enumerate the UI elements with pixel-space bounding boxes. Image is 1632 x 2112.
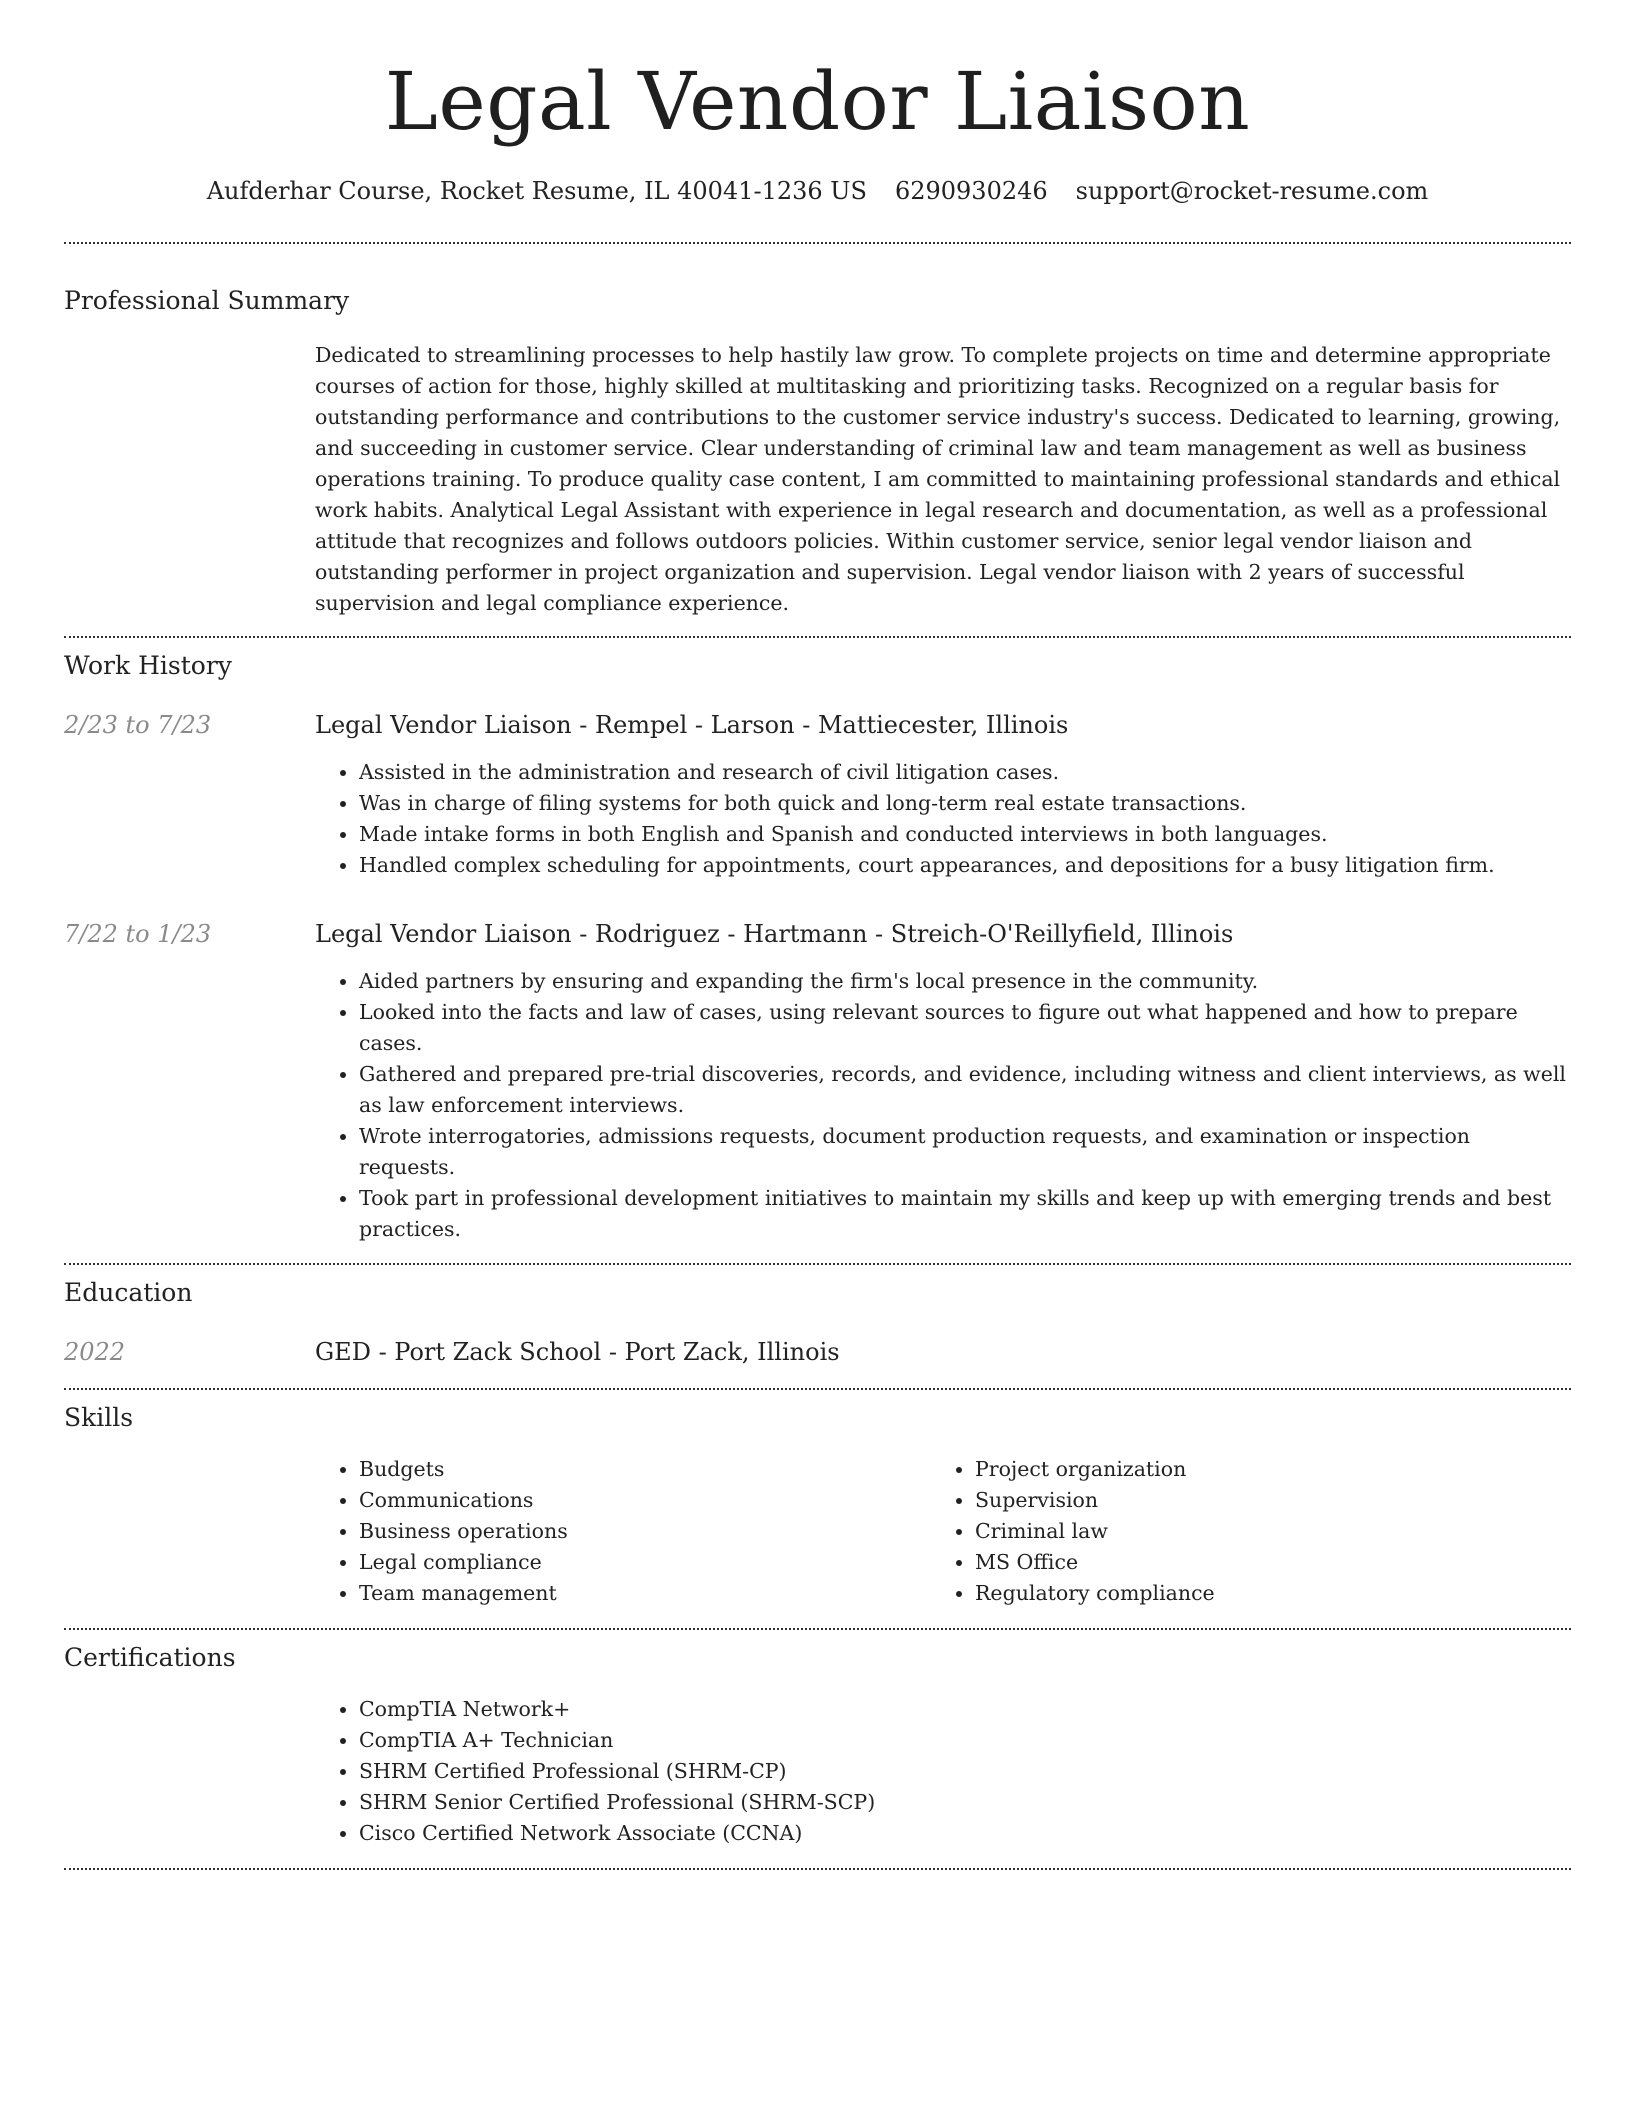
divider (64, 1628, 1571, 1630)
list-item: • Assisted in the administration and research of civil litigation cases. (359, 757, 1571, 788)
list-item: • Looked into the facts and law of cases, using relevant sources to figure out what happened and how to prepare cases. (359, 997, 1571, 1059)
work-history-section (64, 649, 1571, 1245)
list-item: • Communications (359, 1485, 931, 1516)
address: Aufderhar Course, Rocket Resume, IL 40041-1236 US (206, 177, 867, 205)
list-item: • Cisco Certified Network Associate (CCNA) (359, 1818, 1571, 1849)
list-item: • Aided partners by ensuring and expanding the firm's local presence in the community. (359, 966, 1571, 997)
list-item: • Handled complex scheduling for appointments, court appearances, and depositions for a busy litigation firm. (359, 850, 1571, 881)
job-dates: 2/23 to 7/23 (64, 711, 212, 739)
list-item: • Supervision (975, 1485, 1547, 1516)
job-entry (64, 708, 1571, 881)
job-heading: Legal Vendor Liaison - Rodriguez - Hartmann - Streich-O'Reillyfield, Illinois (315, 920, 1234, 948)
divider (64, 1868, 1571, 1870)
list-item: • Legal compliance (359, 1547, 931, 1578)
list-item: • Wrote interrogatories, admissions requests, document production requests, and examination or inspection requests. (359, 1121, 1571, 1183)
list-item: • Team management (359, 1578, 931, 1609)
summary-text: Dedicated to streamlining processes to help hastily law grow. To complete projects on time and determine appropriate courses of action for those, highly skilled at multitasking and prioritizing tasks. Recognized on a regular basis for outstanding performance and contributions to the customer service industry's success. Dedicated to learning, growing, and succeeding in customer service. Clear understanding of criminal law and team management as well as business operations training. To produce quality case content, I am committed to maintaining professional standards and ethical work habits. Analytical Legal Assistant with experience in legal research and documentation, as well as a professional attitude that recognizes and follows outdoors policies. Within customer service, senior legal vendor liaison and outstanding performer in project organization and supervision. Legal vendor liaison with 2 years of successful supervision and legal compliance experience. (315, 343, 1561, 615)
skills-list-right (931, 1454, 1547, 1609)
email: support@rocket-resume.com (1075, 177, 1429, 205)
list-item: • Gathered and prepared pre-trial discoveries, records, and evidence, including witness and client interviews, as well as law enforcement interviews. (359, 1059, 1571, 1121)
job-bullets (315, 757, 1571, 881)
divider (64, 242, 1571, 244)
summary-section (64, 284, 1571, 619)
candidate-name: Legal Vendor Liaison (384, 55, 1251, 148)
education-year: 2022 (64, 1338, 126, 1366)
divider (64, 636, 1571, 638)
job-bullets (315, 966, 1571, 1245)
list-item: • Took part in professional development initiatives to maintain my skills and keep up with emerging trends and best practices. (359, 1183, 1571, 1245)
list-item: • SHRM Senior Certified Professional (SHRM-SCP) (359, 1787, 1571, 1818)
list-item: • Was in charge of filing systems for both quick and long-term real estate transactions. (359, 788, 1571, 819)
education-heading: GED - Port Zack School - Port Zack, Illinois (315, 1338, 840, 1366)
list-item: • MS Office (975, 1547, 1547, 1578)
list-item: • Criminal law (975, 1516, 1547, 1547)
list-item: • Regulatory compliance (975, 1578, 1547, 1609)
job-heading: Legal Vendor Liaison - Rempel - Larson - Mattiecester, Illinois (315, 711, 1069, 739)
job-entry (64, 917, 1571, 1245)
list-item: • Business operations (359, 1516, 931, 1547)
skills-section (64, 1401, 1571, 1609)
skills-list-left (315, 1454, 931, 1609)
divider (64, 1388, 1571, 1390)
divider (64, 1263, 1571, 1265)
section-title-skills: Skills (64, 1403, 134, 1432)
phone: 6290930246 (894, 177, 1048, 205)
section-title-work-history: Work History (64, 651, 232, 680)
certifications-section (64, 1641, 1571, 1849)
list-item: • CompTIA Network+ (359, 1694, 1571, 1725)
list-item: • Made intake forms in both English and Spanish and conducted interviews in both languages. (359, 819, 1571, 850)
section-title-summary: Professional Summary (64, 286, 350, 315)
section-title-education: Education (64, 1278, 193, 1307)
list-item: • CompTIA A+ Technician (359, 1725, 1571, 1756)
list-item: • Budgets (359, 1454, 931, 1485)
education-section (64, 1276, 1571, 1369)
education-entry (64, 1335, 1571, 1369)
section-title-certifications: Certifications (64, 1643, 236, 1672)
contact-line (64, 174, 1571, 208)
job-dates: 7/22 to 1/23 (64, 920, 212, 948)
resume-page (64, 0, 1571, 1870)
list-item: • Project organization (975, 1454, 1547, 1485)
certifications-list (315, 1694, 1571, 1849)
list-item: • SHRM Certified Professional (SHRM-CP) (359, 1756, 1571, 1787)
